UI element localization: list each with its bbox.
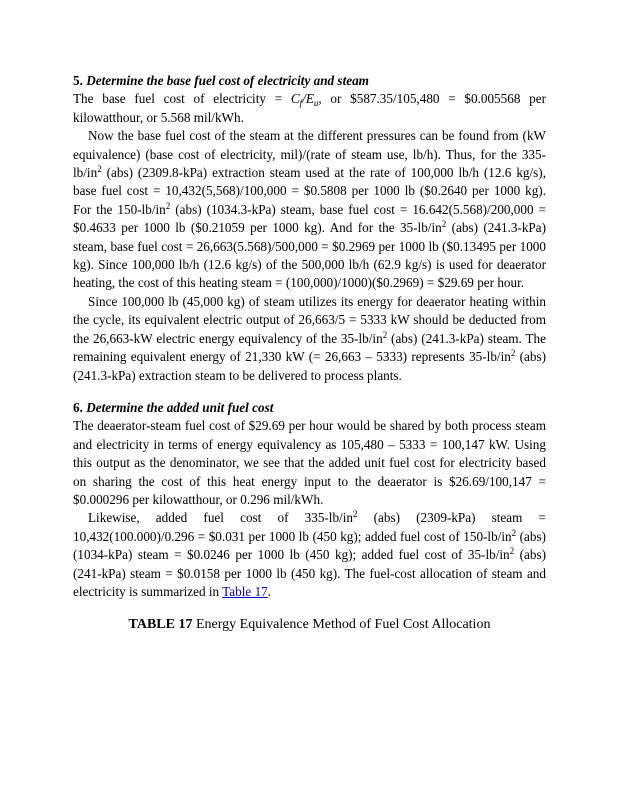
section-5-heading — [73, 72, 546, 90]
section-5-title: Determine the base fuel cost of electricity and steam — [86, 73, 369, 88]
table-caption — [73, 616, 546, 634]
table-caption-text: Energy Equivalence Method of Fuel Cost Allocation — [192, 617, 491, 633]
fuel-cost-formula: $C_f/E_u$, — [290, 91, 322, 109]
section-5-number: 5. — [73, 73, 87, 88]
section-6-paragraph-2: Likewise, added fuel cost of $335-lb/in^2$ (abs) (2309-kPa) steam = 10,432(100.000)/0.296 = $0.031 per 1000 lb (450 kg); added fuel cost of $150-lb/in^2$ (abs) (1034-kPa) steam = $0.0246 per 1000 lb (450 kg); added fuel cost of $35-lb/in^2$ (abs) (241-kPa) steam = $0.0158 per 1000 lb (450 kg). The fuel-cost allocation of steam and electricity is summarized in Table 17. — [73, 509, 546, 599]
section-6-paragraph-1: The deaerator-steam fuel cost of $29.69 per hour would be shared by both process steam and electricity in terms of energy equivalency as 105,480 – 5333 = 100,147 kW. Using this output as the denominator, we see that the added unit fuel cost for electricity based on sharing the cost of this heat energy input to the deaerator is $26.69/100,147 = $0.000296 per kilowatthour, or 0.296 mil/kWh. — [73, 418, 546, 507]
section-spacer — [73, 385, 546, 399]
section-6-title: Determine the added unit fuel cost — [86, 399, 274, 415]
section-5-paragraph-1: The base fuel cost of electricity = $C_f/E_u$, or $587.35/105,480 = $0.005568 per kilowatthour, or 5.568 mil/kWh. — [73, 91, 546, 125]
document-page — [73, 72, 546, 635]
table-17-link[interactable]: Table 17 — [222, 583, 268, 599]
section-6-heading — [73, 399, 546, 417]
section-6-number: 6. — [73, 399, 87, 415]
section-5-paragraph-2: Now the base fuel cost of the steam at the different pressures can be found from (kW equivalence) (base cost of electricity, mil)/(rate of steam use, lb/h). Thus, for the $335-lb/in^2$ (abs) (2309.8-kPa) extraction steam used at the rate of 100,000 lb/h (12.6 kg/s), base fuel cost = 10,432(5,568)/100,000 = $0.5808 per 1000 lb ($0.2640 per 1000 kg). For the $150-lb/in^2$ (abs) (1034.3-kPa) steam, base fuel cost = 16.642(5.568)/200,000 = $0.4633 per 1000 lb ($0.21059 per 1000 kg). And for the $35-lb/in^2$ (abs) (241.3-kPa) steam, base fuel cost = 26,663(5.568)/500,000 = $0.2969 per 1000 lb ($0.13495 per 1000 kg). Since 100,000 lb/h (12.6 kg/s) of the 500,000 lb/h (62.9 kg/s) is used for deaerator heating, the cost of this heating steam = (100,000)/1000)($0.2969) = $29.69 per hour. — [73, 128, 546, 291]
section-5-paragraph-3: Since 100,000 lb (45,000 kg) of steam utilizes its energy for deaerator heating within the cycle, its equivalent electric output of 26,663/5 = 5333 kW should be deducted from the 26,663-kW electric energy equivalency of the $35-lb/in^2$ (abs) (241.3-kPa) steam. The remaining equivalent energy of 21,330 kW (= 26,663 – 5333) represents $35-lb/in^2$ (abs) (241.3-kPa) extraction steam to be delivered to process plants. — [73, 293, 546, 383]
table-caption-label: TABLE 17 — [128, 617, 193, 633]
